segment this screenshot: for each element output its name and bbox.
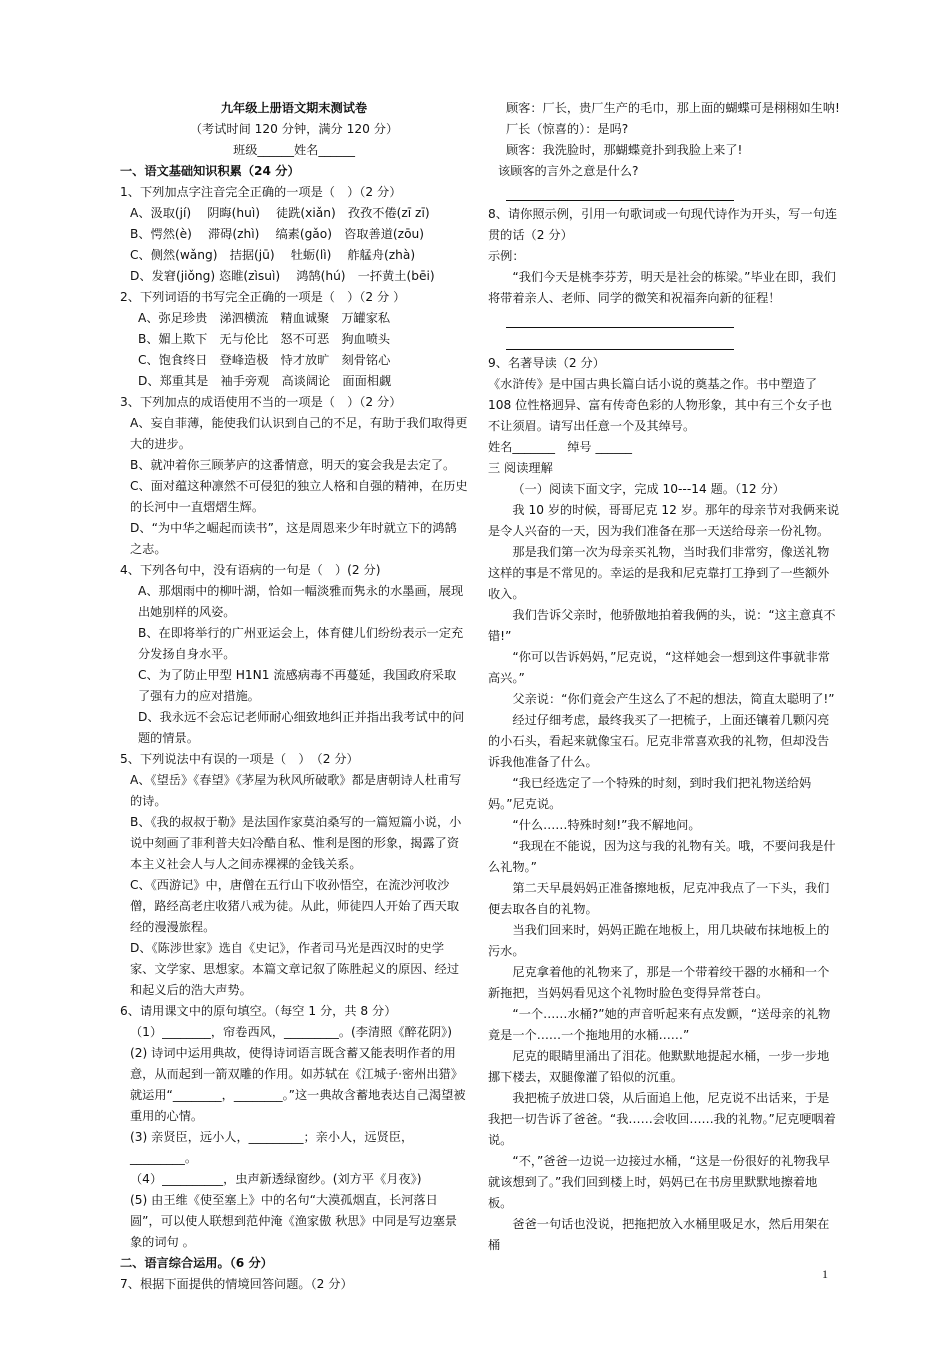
page-number: 1 <box>822 1267 828 1281</box>
text-line: “一个……水桶?”她的声音听起来有点发颤，“送母亲的礼物竟是一个……一个拖地用的水桶……” <box>488 1007 831 1042</box>
text-line: 那是我们第一次为母亲买礼物，当时我们非常穷，像送礼物这样的事是不常见的。幸运的是我和尼克靠打工挣到了一些额外收入。 <box>488 545 830 601</box>
text-line: D、郑重其是 袖手旁观 高谈阔论 面面相觑 <box>138 374 392 388</box>
text-line: B、媚上欺下 无与伦比 怒不可恶 狗血喷头 <box>138 332 391 346</box>
text-line: A、汲取(jí) 阴晦(huì) 徒跣(xiǎn) 孜孜不倦(zī zī) <box>130 206 430 220</box>
text-line: 该顾客的言外之意是什么? <box>498 164 639 178</box>
text-line: 一、语文基础知识积累（24 分） <box>120 164 300 178</box>
text-line: 九年级上册语文期末测试卷 <box>220 101 368 115</box>
answer-blank-line <box>506 331 734 350</box>
text-line: 《水浒传》是中国古典长篇白话小说的奠基之作。书中塑造了 108 位性格迥异、富有传奇色彩的人物形象，其中有三个女子也不让须眉。请写出任意一个及其绰号。 <box>488 377 833 433</box>
text-line: C、饱食终日 登峰造极 恃才放旷 刻骨铭心 <box>138 353 391 367</box>
text-line: 姓名_______ 绰号 ______ <box>488 440 633 454</box>
text-line: D、我永远不会忘记老师耐心细致地纠正并指出我考试中的问题的情景。 <box>138 710 465 745</box>
text-line: A、《望岳》《春望》《茅屋为秋风所破歌》都是唐朝诗人杜甫写的诗。 <box>130 773 462 808</box>
text-line: （考试时间 120 分钟，满分 120 分） <box>189 122 399 136</box>
text-line: 3、下列加点的成语使用不当的一项是（ ）（2 分） <box>120 395 402 409</box>
text-line: 5、下列说法中有误的一项是（ ） （2 分） <box>120 752 359 766</box>
text-line: 示例： <box>488 249 525 263</box>
text-line: (5) 由王维《使至塞上》中的名句“大漠孤烟直，长河落日圆”，可以使人联想到范仲淹《渔家傲 秋思》中同是写边塞景象的词句 。 <box>130 1193 458 1249</box>
text-line: 三 阅读理解 <box>488 461 553 475</box>
text-line: 4、下列各句中，没有语病的一句是（ ）(2 分) <box>120 563 381 577</box>
text-line: 9、名著导读（2 分） <box>488 356 605 370</box>
text-line: 二、语言综合运用。（6 分） <box>120 1256 273 1270</box>
text-line: C、侧然(wǎng) 拮据(jū) 牡蛎(lì) 舴艋舟(zhà) <box>130 248 416 262</box>
text-line: 8、请你照示例，引用一句歌词或一句现代诗作为开头，写一句连贯的话（2 分） <box>488 207 838 242</box>
text-line: D、《陈涉世家》选自《史记》，作者司马光是西汉时的史学家、文学家、思想家。本篇文章记叙了陈胜起义的原因、经过和起义后的浩大声势。 <box>130 941 460 997</box>
left-column <box>120 98 468 1295</box>
text-line: (2) 诗词中运用典故，使得诗词语言既含蓄又能表明作者的用意，从而起到一箭双雕的作用。如苏轼在《江城子·密州出猎》就运用“________，________。”这一典故含蓄地表达自己渴望被重用的心情。 <box>130 1046 466 1123</box>
text-line: 顾客：我洗脸时，那蝴蝶竟扑到我脸上来了! <box>506 143 743 157</box>
text-line: B、就冲着你三顾茅庐的这番情意，明天的宴会我是去定了。 <box>130 458 456 472</box>
text-line: （1）________，帘卷西风，_________。(李清照《醉花阴》) <box>130 1025 452 1039</box>
text-line: 我 10 岁的时候，哥哥尼克 12 岁。那年的母亲节对我俩来说是令人兴奋的一天，因为我们准备在那一天送给母亲一份礼物。 <box>488 503 840 538</box>
text-line: “我现在不能说，因为这与我的礼物有关。哦，不要问我是什么礼物。” <box>488 839 836 874</box>
text-line: 我们告诉父亲时，他骄傲地拍着我俩的头，说：“这主意真不错!” <box>488 608 836 643</box>
text-line: 7、根据下面提供的情境回答问题。（2 分） <box>120 1277 353 1291</box>
text-line: “我已经选定了一个特殊的时刻，到时我们把礼物送给妈妈。”尼克说。 <box>488 776 812 811</box>
text-line: 尼克的眼睛里涌出了泪花。他默默地提起水桶，一步一步地挪下楼去，双腿像灌了铅似的沉重。 <box>488 1049 830 1084</box>
right-column <box>488 98 840 1256</box>
text-line: （一）阅读下面文字，完成 10---14 题。（12 分） <box>512 482 785 496</box>
text-line: 尼克拿着他的礼物来了，那是一个带着绞干器的水桶和一个新拖把，当妈妈看见这个礼物时脸色变得异常苍白。 <box>488 965 830 1000</box>
text-line: 厂长（惊喜的）：是吗? <box>506 122 629 136</box>
text-line: 顾客：厂长，贵厂生产的毛巾，那上面的蝴蝶可是栩栩如生呐! <box>506 101 840 115</box>
text-line: D、发窘(jiǒng) 恣睢(zìsuì) 鸿鹄(hú) 一抔黄土(bēi) <box>130 269 435 283</box>
text-line: C、为了防止甲型 H1N1 流感病毒不再蔓延，我国政府采取了强有力的应对措施。 <box>138 668 457 703</box>
text-line: 当我们回来时，妈妈正跪在地板上，用几块破布抹地板上的污水。 <box>488 923 830 958</box>
answer-blank-line <box>506 309 734 328</box>
text-line: D、“为中华之崛起而读书”，这是周恩来少年时就立下的鸿鹄之志。 <box>130 521 457 556</box>
text-line: C、《西游记》中，唐僧在五行山下收孙悟空，在流沙河收沙僧，路经高老庄收猪八戒为徒。从此，师徒四人开始了西天取经的漫漫旅程。 <box>130 878 460 934</box>
text-line: 第二天早晨妈妈正准备擦地板，尼克冲我点了一下头，我们便去取各自的礼物。 <box>488 881 830 916</box>
text-line: A、妄自菲薄，能使我们认识到自己的不足，有助于我们取得更大的进步。 <box>130 416 468 451</box>
text-line: 父亲说：“你们竟会产生这么了不起的想法，简直太聪明了!” <box>512 692 835 706</box>
text-line: B、愕然(è) 滞碍(zhì) 缟素(gǎo) 咨取善道(zōu) <box>130 227 425 241</box>
text-line: 6、请用课文中的原句填空。（每空 1 分，共 8 分） <box>120 1004 397 1018</box>
text-line: C、面对蕴这种凛然不可侵犯的独立人格和自强的精神，在历史的长河中一直熠熠生辉。 <box>130 479 468 514</box>
text-line: A、弥足珍贵 涕泗横流 精血诚聚 万罐家私 <box>138 311 391 325</box>
text-line: A、那烟雨中的柳叶湖，恰如一幅淡雅而隽永的水墨画，展现出她别样的风姿。 <box>138 584 464 619</box>
text-line: “你可以告诉妈妈，”尼克说，“这样她会一想到这件事就非常高兴。” <box>488 650 830 685</box>
text-line: 2、下列词语的书写完全正确的一项是（ ）（2 分 ） <box>120 290 406 304</box>
text-line: 爸爸一句话也没说，把拖把放入水桶里吸足水，然后用架在桶 <box>488 1217 830 1252</box>
text-line: “不，”爸爸一边说一边接过水桶，“这是一份很好的礼物我早就该想到了。”我们回到楼上时，妈妈已在书房里默默地擦着地板。 <box>488 1154 830 1210</box>
text-line: “我们今天是桃李芬芳，明天是社会的栋梁。”毕业在即，我们将带着亲人、老师、同学的微笑和祝福奔向新的征程！ <box>488 270 836 305</box>
text-line: （4）__________，虫声新透绿窗纱。(刘方平《月夜》) <box>130 1172 422 1186</box>
text-line: 1、下列加点字注音完全正确的一项是（ ）（2 分） <box>120 185 402 199</box>
text-line: “什么……特殊时刻!”我不解地问。 <box>512 818 701 832</box>
text-line: B、在即将举行的广州亚运会上，体育健儿们纷纷表示一定充分发扬自身水平。 <box>138 626 464 661</box>
answer-blank-line <box>506 182 734 201</box>
text-line: 经过仔细考虑，最终我买了一把梳子，上面还镶着几颗闪亮的小石头，看起来就像宝石。尼克非常喜欢我的礼物，但却没告诉我他准备了什么。 <box>488 713 830 769</box>
text-line: B、《我的叔叔于勒》是法国作家莫泊桑写的一篇短篇小说，小说中刻画了菲利普夫妇冷酷自私、惟利是图的形象，揭露了资本主义社会人与人之间赤裸裸的金钱关系。 <box>130 815 462 871</box>
text-line: 班级______姓名______ <box>233 143 355 157</box>
text-line: 我把梳子放进口袋，从后面追上他，尼克说不出话来，于是我把一切告诉了爸爸。“我……会收回……我的礼物。”尼克哽咽着说。 <box>488 1091 836 1147</box>
text-line: (3) 亲贤臣，远小人，_________；亲小人，远贤臣，_________。 <box>130 1130 414 1165</box>
